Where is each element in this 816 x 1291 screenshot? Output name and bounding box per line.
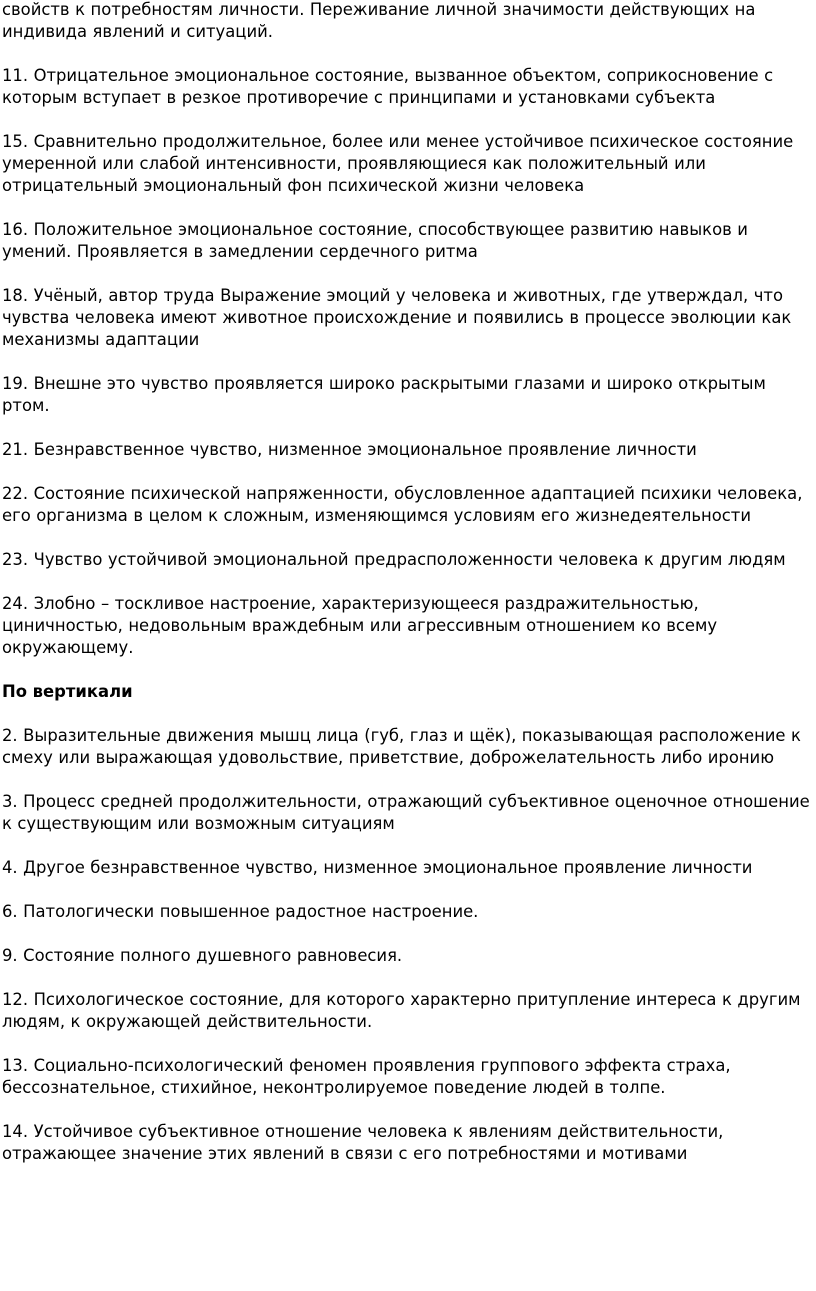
clue-down-13: 13. Социально-психологический феномен проявления группового эффекта страха, бессознательное, стихийное, неконтролируемое поведение людей в толпе. — [2, 1056, 731, 1097]
clue-across-22: 22. Состояние психической напряженности, обусловленное адаптацией психики человека, его организма в целом к сложным, изменяющимся условиям его жизнедеятельности — [2, 484, 803, 525]
clue-across-19: 19. Внешне это чувство проявляется широко раскрытыми глазами и широко открытым ртом. — [2, 374, 766, 415]
clue-across-18: 18. Учёный, автор труда Выражение эмоций у человека и животных, где утверждал, что чувства человека имеют животное происхождение и появились в процессе эволюции как механизмы адаптации — [2, 286, 792, 349]
section-heading-down: По вертикали — [2, 682, 133, 701]
clue-across-16: 16. Положительное эмоциональное состояние, способствующее развитию навыков и умений. Проявляется в замедлении сердечного ритма — [2, 220, 748, 261]
clue-across-23: 23. Чувство устойчивой эмоциональной предрасположенности человека к другим людям — [2, 550, 786, 569]
clue-down-9: 9. Состояние полного душевного равновесия. — [2, 946, 403, 965]
clue-across-15: 15. Сравнительно продолжительное, более или менее устойчивое психическое состояние умеренной или слабой интенсивности, проявляющиеся как положительный или отрицательный эмоциональный фон психической жизни человека — [2, 132, 794, 195]
clue-down-4: 4. Другое безнравственное чувство, низменное эмоциональное проявление личности — [2, 858, 753, 877]
clue-down-3: 3. Процесс средней продолжительности, отражающий субъективное оценочное отношение к существующим или возможным ситуациям — [2, 792, 810, 833]
clue-across-11: 11. Отрицательное эмоциональное состояние, вызванное объектом, соприкосновение с которым вступает в резкое противоречие с принципами и установками субъекта — [2, 66, 774, 107]
clue-down-2: 2. Выразительные движения мышц лица (губ, глаз и щёк), показывающая расположение к смеху или выражающая удовольствие, приветствие, доброжелательность либо иронию — [2, 726, 801, 767]
clue-across-tail: свойств к потребностям личности. Переживание личной значимости действующих на индивида явлений и ситуаций. — [2, 0, 756, 41]
clue-down-14: 14. Устойчивое субъективное отношение человека к явлениям действительности, отражающее значение этих явлений в связи с его потребностями и мотивами — [2, 1122, 724, 1163]
clue-across-21: 21. Безнравственное чувство, низменное эмоциональное проявление личности — [2, 440, 697, 459]
clue-down-6: 6. Патологически повышенное радостное настроение. — [2, 902, 479, 921]
clue-across-24: 24. Злобно – тоскливое настроение, характеризующееся раздражительностью, циничностью, недовольным враждебным или агрессивным отношением ко всему окружающему. — [2, 594, 718, 657]
clue-down-12: 12. Психологическое состояние, для которого характерно притупление интереса к другим людям, к окружающей действительности. — [2, 990, 801, 1031]
